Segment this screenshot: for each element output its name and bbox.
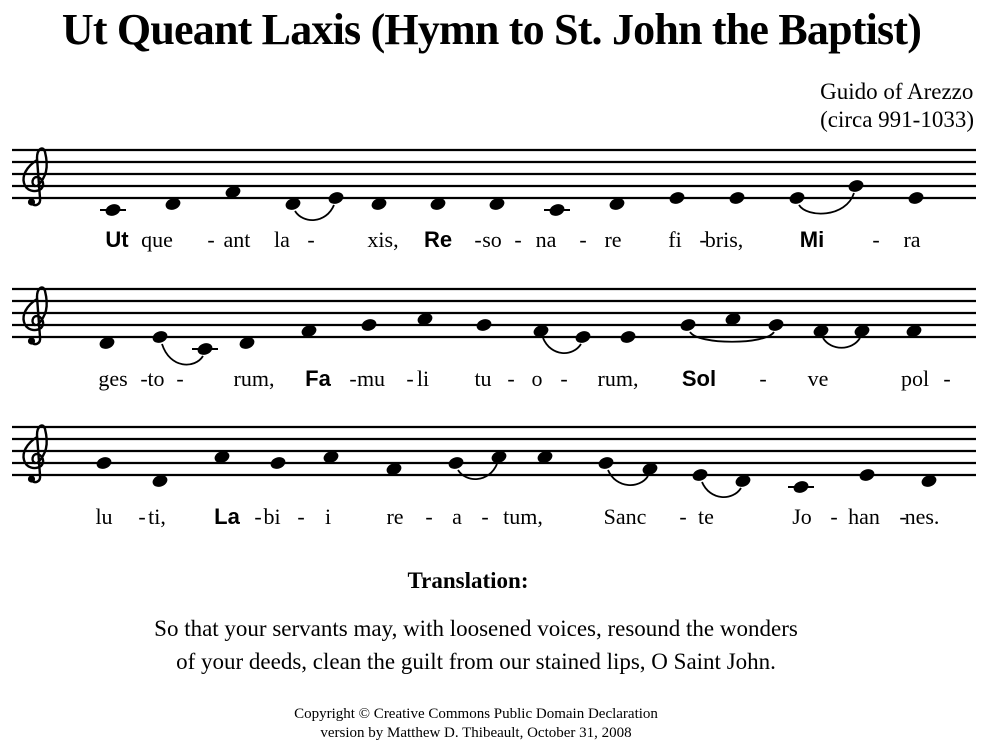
note-head — [548, 202, 566, 218]
lyric-syllable: re — [604, 227, 622, 252]
lyric-hyphen: - — [481, 504, 489, 529]
staff-system-1 — [12, 148, 976, 252]
lyric-hyphen: - — [514, 227, 522, 252]
slur — [799, 193, 854, 214]
note-head — [679, 317, 697, 333]
translation-line-1: So that your servants may, with loosened voices, resound the wonders — [154, 616, 798, 641]
lyric-hyphen: - — [830, 504, 838, 529]
lyric-syllable: bi — [263, 504, 281, 529]
lyric-syllable: to — [147, 366, 165, 391]
lyric-syllable: fi — [668, 227, 682, 252]
note-head — [95, 455, 113, 471]
lyric-hyphen: - — [579, 227, 587, 252]
lyric-hyphen: - — [297, 504, 305, 529]
lyric-hyphen: - — [474, 227, 482, 252]
lyric-syllable: Re — [423, 227, 453, 252]
slur — [608, 470, 648, 485]
note-head — [728, 190, 746, 206]
slur — [543, 338, 581, 353]
slur — [702, 482, 741, 497]
note-head — [447, 455, 465, 471]
lyric-hyphen: - — [507, 366, 515, 391]
lyric-hyphen: - — [699, 227, 707, 252]
lyric-hyphen: - — [425, 504, 433, 529]
lyric-hyphen: - — [679, 504, 687, 529]
lyric-syllable: mu — [356, 366, 386, 391]
lyric-hyphen: - — [406, 366, 414, 391]
copyright-footer — [0, 705, 952, 743]
lyric-syllable: rum, — [597, 366, 639, 391]
note-head — [788, 190, 806, 206]
note-head — [475, 317, 493, 333]
page-title: Ut Queant Laxis (Hymn to St. John the Baptist) — [61, 5, 922, 54]
lyric-syllable: xis, — [367, 227, 399, 252]
note-head — [196, 341, 214, 357]
note-head — [767, 317, 785, 333]
lyric-syllable: na — [535, 227, 557, 252]
note-head — [151, 329, 169, 345]
lyric-syllable: li — [416, 366, 430, 391]
staff-system-2 — [12, 287, 976, 391]
lyric-hyphen: - — [560, 366, 568, 391]
lyric-hyphen: - — [207, 227, 215, 252]
lyric-syllable: ant — [223, 227, 251, 252]
lyric-hyphen: - — [872, 227, 880, 252]
lyric-syllable: a — [452, 504, 462, 529]
note-head — [847, 178, 865, 194]
lyric-syllable: ra — [903, 227, 921, 252]
lyric-syllable: lu — [95, 504, 113, 529]
translation-line-2: of your deeds, clean the guilt from our stained lips, O Saint John. — [176, 649, 776, 674]
note-head — [858, 467, 876, 483]
note-head — [792, 479, 810, 495]
lyric-syllable: tum, — [503, 504, 543, 529]
composer-name: Guido of Arezzo — [820, 79, 974, 104]
lyric-hyphen: - — [176, 366, 184, 391]
note-head — [619, 329, 637, 345]
note-head — [574, 329, 592, 345]
note-head — [907, 190, 925, 206]
lyric-hyphen: - — [138, 504, 146, 529]
copyright-line: Copyright © Creative Commons Public Domain Declaration — [294, 706, 658, 722]
lyric-syllable: Mi — [799, 227, 825, 252]
lyric-syllable: o — [531, 366, 543, 391]
lyric-syllable: ti, — [148, 504, 166, 529]
note-head — [597, 455, 615, 471]
lyric-syllable: la — [274, 227, 290, 252]
lyric-syllable: ges — [98, 366, 128, 391]
lyric-hyphen: - — [307, 227, 315, 252]
note-head — [691, 467, 709, 483]
note-head — [327, 190, 345, 206]
lyric-syllable: ve — [807, 366, 829, 391]
lyric-syllable: que — [141, 227, 173, 252]
lyric-syllable: nes. — [904, 504, 940, 529]
lyric-syllable: rum, — [233, 366, 275, 391]
translation-heading: Translation: — [407, 568, 529, 593]
lyric-syllable: Ut — [105, 227, 129, 252]
slur — [823, 338, 860, 348]
note-head — [104, 202, 122, 218]
note-head — [269, 455, 287, 471]
lyric-syllable: tu — [474, 366, 492, 391]
lyric-syllable: i — [324, 504, 332, 529]
lyric-syllable: te — [698, 504, 714, 529]
note-head — [668, 190, 686, 206]
slur — [162, 344, 203, 365]
lyric-syllable: Fa — [305, 366, 331, 391]
lyric-syllable: han — [848, 504, 880, 529]
lyric-syllable: Sol — [681, 366, 717, 391]
lyric-syllable: re — [386, 504, 404, 529]
version-line: version by Matthew D. Thibeault, October 31, 2008 — [320, 725, 632, 741]
composer-dates: (circa 991-1033) — [820, 107, 974, 132]
staff-system-3 — [12, 425, 976, 529]
lyric-syllable: Sanc — [603, 504, 647, 529]
lyric-hyphen: - — [349, 366, 357, 391]
lyric-syllable: pol — [900, 366, 930, 391]
note-head — [360, 317, 378, 333]
lyric-syllable: bris, — [704, 227, 744, 252]
lyric-hyphen: - — [254, 504, 262, 529]
lyric-syllable: so — [482, 227, 502, 252]
slur — [458, 464, 497, 479]
lyric-hyphen: - — [943, 366, 951, 391]
lyric-syllable: Jo — [792, 504, 812, 529]
lyric-hyphen: - — [899, 504, 907, 529]
slur — [295, 205, 334, 220]
lyric-syllable: La — [214, 504, 240, 529]
lyric-hyphen: - — [759, 366, 767, 391]
lyric-hyphen: - — [140, 366, 148, 391]
translation-text — [0, 612, 952, 678]
